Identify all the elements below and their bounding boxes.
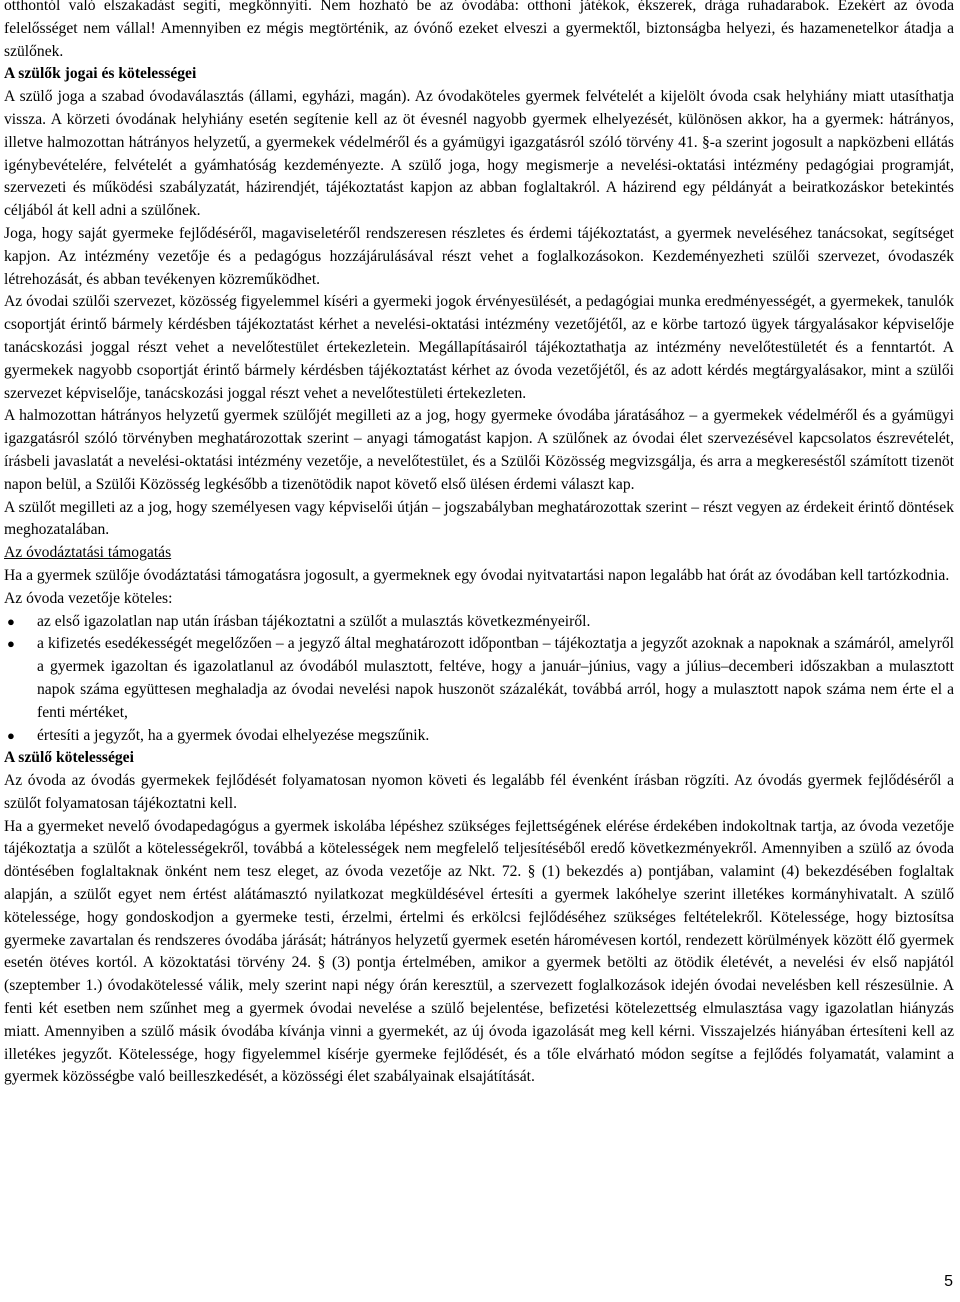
- heading-parent-rights: A szülők jogai és kötelességei: [4, 65, 197, 83]
- bullet-icon: ●: [7, 636, 15, 652]
- paragraph-kindergarten-choice: A szülő joga a szabad óvodaválasztás (állami, egyházi, magán). Az óvodaköteles gyermek felvételét a kijelölt óvoda csak helyhiány miatt utasíthatja vissza. A körzeti óvodának helyhiány esetén segítenie kell az öt évesnél nagyobb gyermek elhelyezését, különösen akkor, ha a gyermek: hátrányos, illetve halmozottan hátrányos helyzetű, a gyermekek védelméről és a gyámügyi igazgatásról szóló törvény 41. §-a szerint jogosult a napközbeni ellátás igénybevételére, felvételét a gyámhatóság kezdeményezte. A szülő joga, hogy megismerje a nevelési-oktatási intézmény pedagógiai programját, szervezeti és működési szabályzatát, házirendjét, tájékoztatást kapjon az abban foglaltakról. A házirend egy példányát a beiratkozáskor betekintés céljából át kell adni a szülőnek.: [4, 88, 954, 220]
- page-number: 5: [944, 1273, 953, 1290]
- paragraph-head-obligations: Az óvoda vezetője köteles:: [4, 589, 173, 607]
- paragraph-decision-participation: A szülőt megilleti az a jog, hogy személyesen vagy képviselői útján – jogszabályban meghatározottak szerint – részt vegyen az érdekeit érintő döntések meghozatalában.: [4, 498, 954, 539]
- list-item-text: az első igazolatlan nap után írásban tájékoztatni a szülőt a mulasztás következményeiről.: [37, 612, 591, 630]
- paragraph-development-info: Joga, hogy saját gyermeke fejlődéséről, magaviseletéről rendszeresen részletes és érdemi tájékoztatást, a gyermek neveléséhez tanácsokat, segítséget kapjon. Az intézmény vezetője és a pedagógus hozzájárulásával részt vehet a foglalkozásokon. Kezdeményezheti szülői szervezet, óvodaszék létrehozását, és abban tevékenyen közreműködhet.: [4, 224, 954, 288]
- list-item: [4, 725, 954, 748]
- bullet-icon: ●: [7, 727, 15, 743]
- paragraph-support-attendance: Ha a gyermek szülője óvodáztatási támogatásra jogosult, a gyermeknek egy óvodai nyitvatartási napon legalább hat órát az óvodában kell tartózkodnia.: [4, 566, 950, 584]
- heading-kindergarten-support: Az óvodáztatási támogatás: [4, 544, 172, 562]
- paragraph-progress-tracking: Az óvoda az óvodás gyermekek fejlődését folyamatosan nyomon követi és legalább fél évenként írásban rögzíti. Az óvodás gyermek fejlődéséről a szülőt folyamatosan tájékoztatni kell.: [4, 772, 954, 812]
- list-item-text: értesíti a jegyzőt, ha a gyermek óvodai elhelyezése megszűnik.: [37, 726, 430, 744]
- paragraph-intro: otthontól való elszakadást segíti, megkönnyíti. Nem hozható be az óvodába: otthoni játékok, ékszerek, drága ruhadarabok. Ezekért az óvoda felelősséget nem vállal! Amennyiben ez mégis megtörténik, az óvónő ezeket elveszi a gyermektől, biztonságba helyezi, és hazamenetelkor átadja a szülőnek.: [4, 0, 954, 60]
- paragraph-parent-duties: Ha a gyermeket nevelő óvodapedagógus a gyermek iskolába lépéshez szükséges fejlettségének elérése érdekében indokoltnak tartja, az óvoda vezetője tájékoztatja a szülőt a kötelességekről, továbbá a kötelességek nem megfelelő teljesítéséből eredő következményekről. Amennyiben a szülő az óvoda döntésében foglaltaknak önként nem tesz eleget, az óvoda vezetője az Nkt. 72. § (1) bekezdés a) pontjában, valamint (4) bekezdésében foglaltak alapján, a szülőt egyet nem értést alátámasztó nyilatkozat megküldésével értesíti a gyermek lakóhelye szerint illetékes kormányhivatalt. A szülő kötelessége, hogy gondoskodjon a gyermeke testi, érzelmi, értelmi és erkölcsi fejlődéséhez szükséges feltételekről. Kötelessége, hogy biztosítsa gyermeke zavartalan és rendszeres óvodába járását; hátrányos helyzetű gyermek esetén háromévesen kortól, rendezett körülmények között élő gyermek esetén ötéves kortól. A közoktatási törvény 24. § (3) pontja értelmében, amikor a gyermek betölti az ötödik életévét, a nevelési év első napjától (szeptember 1.) óvodakötelessé válik, mely szerint napi négy órán keresztül, a szervezett foglalkozások idején óvodai nevelésben kell részesülnie. A fenti két esetben nem szűnhet meg a gyermek óvodai nevelése a szülő bejelentése, befizetési kötelezettség elmulasztása vagy igazolatlan hiányzás miatt. Amennyiben a szülő másik óvodába kívánja vinni a gyermekét, az új óvoda igazolását meg kell kérni. Visszajelzés hiányában értesíteni kell az illetékes jegyzőt. Kötelessége, hogy figyelemmel kísérje gyermeke fejlődését, és a tőle elvárható módon segítse a fejlődés folyamatát, valamint a gyermek közösségbe való beilleszkedését, a közösségi élet szabályainak elsajátítását.: [4, 817, 954, 1086]
- paragraph-parent-organization: Az óvodai szülői szervezet, közösség figyelemmel kíséri a gyermeki jogok érvényesülését, a pedagógiai munka eredményességét, a gyermekek, tanulók csoportját érintő bármely kérdésben tájékoztatást kérhet a nevelési-oktatási intézmény vezetőjétől, az e körbe tartozó ügyek tárgyalásakor képviselője tanácskozási joggal részt vehet a nevelőtestület értekezletein. Megállapításairól tájékoztathatja az intézmény nevelőtestületét és a fenntartót. A gyermekek nagyobb csoportját érintő bármely kérdésben tájékoztatást kérhet az óvoda vezetőjétől, és az adott kérdés megtárgyalásakor, mint a szülői szervezet képviselője, tanácskozási joggal részt vehet a nevelőtestületi értekezleten.: [4, 293, 954, 402]
- list-item: [4, 611, 954, 634]
- paragraph-disadvantaged-support: A halmozottan hátrányos helyzetű gyermek szülőjét megilleti az a jog, hogy gyermeke óvodába járatásához – a gyermekek védelméről és a gyámügyi igazgatásról szóló törvényben meghatározottak szerint – anyagi támogatást kapjon. A szülőnek az óvodai élet szervezésével kapcsolatos észrevételét, írásbeli javaslatát a nevelési-oktatási intézmény vezetője, a nevelőtestület, és a Szülői Közösség megvizsgálja, és arra a megkereséstől számított tizenöt napon belül, a Szülői Közösség legkésőbb a tizenötödik napot követő első ülésen érdemi választ kap.: [4, 407, 954, 493]
- obligations-list: [4, 611, 954, 748]
- list-item: [4, 633, 954, 724]
- heading-parent-duties: A szülő kötelességei: [4, 749, 134, 767]
- list-item-text: a kifizetés esedékességét megelőzően – a jegyző által meghatározott időpontban – tájékoztatja a jegyzőt azoknak a napoknak a számáról, amelyről a gyermek igazoltan és igazolatlanul az óvodából mulasztott, feltéve, hogy a január–június, vagy a július–decemberi időszakban a mulasztott napok száma együttesen meghaladja az óvodai nevelési napok huszonöt százalékát, továbbá arról, hogy a mulasztott napok száma nem érte el a fenti mértéket,: [37, 635, 954, 721]
- bullet-icon: ●: [7, 613, 15, 629]
- document-page: [4, 0, 954, 1089]
